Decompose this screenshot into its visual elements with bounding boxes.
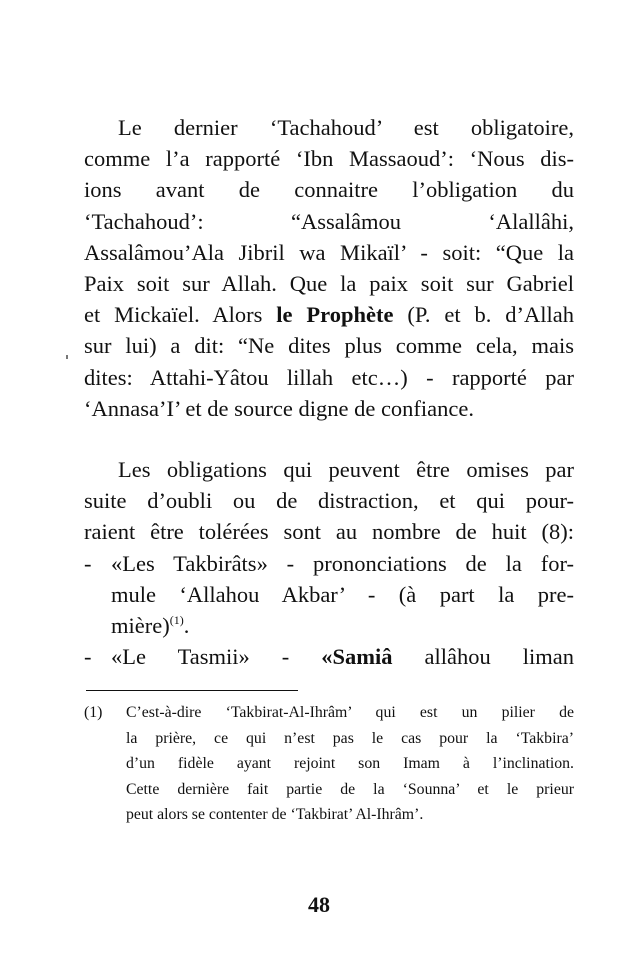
- text-line: ‘Tachahoud’: “Assalâmou ‘Alallâhi,: [84, 208, 574, 234]
- text-line: [111, 641, 574, 672]
- text-line: «Les Takbirâts» - prononciations de la for-: [111, 550, 574, 576]
- text-fragment: mière): [111, 613, 170, 639]
- page-number: 48: [308, 892, 330, 917]
- footnote: [84, 700, 574, 828]
- text-line: ‘Annasa’I’ et de source digne de confiance.: [84, 395, 475, 421]
- text-fragment: «Le Tasmii» -: [111, 644, 290, 670]
- footnote-line: la prière, ce qui n’est pas le cas pour la ‘Takbira’: [126, 729, 574, 747]
- text-fragment: et Mickaïel. Alors: [84, 302, 263, 328]
- scan-speck: [66, 355, 68, 359]
- list-dash: -: [84, 550, 92, 576]
- text-line: Les obligations qui peuvent être omises par: [118, 457, 574, 483]
- text-line: Paix soit sur Allah. Que la paix soit sur Gabriel: [84, 271, 574, 297]
- footnote-body: [84, 700, 574, 828]
- footnote-divider: [86, 690, 298, 691]
- text-line: comme l’a rapporté ‘Ibn Massaoud’: ‘Nous dis-: [84, 146, 574, 172]
- footnote-mark: (1): [84, 704, 103, 721]
- text-fragment: (P. et b. d’Allah: [407, 302, 575, 328]
- text-line: [111, 610, 574, 641]
- text-line: raient être tolérées sont au nombre de huit (8):: [84, 519, 574, 545]
- text-line: mule ‘Allahou Akbar’ - (à part la pre-: [111, 581, 574, 607]
- paragraph-obligations: [84, 454, 574, 548]
- text-fragment: allâhou liman: [424, 644, 575, 670]
- page-body: [84, 112, 574, 672]
- text-line: sur lui) a dit: “Ne dites plus comme cela, mais: [84, 333, 574, 359]
- text-line: Le dernier ‘Tachahoud’ est obligatoire,: [118, 115, 574, 140]
- footnote-line: d’un fidèle ayant rejoint son Imam à l’inclination.: [126, 755, 574, 772]
- footnote-line: C’est-à-dire ‘Takbirat-Al-Ihrâm’ qui est un pilier de: [126, 704, 574, 721]
- text-line: ions avant de connaitre l’obligation du: [84, 177, 574, 203]
- footnote-line: Cette dernière fait partie de la ‘Sounna’ et le prieur: [126, 780, 574, 798]
- paragraph-tachahoud: [84, 112, 574, 424]
- list-item-takbirats: [84, 548, 574, 642]
- bold-prophete: le Prophète: [276, 302, 394, 328]
- list-dash: -: [84, 644, 92, 670]
- footnote-line: peut alors se contenter de ‘Takbirat’ Al-Ihrâm’.: [126, 806, 424, 823]
- bold-samia: «Samiâ: [321, 644, 393, 670]
- list-item-tasmii: [84, 641, 574, 672]
- footnote-ref: (1): [169, 613, 184, 628]
- text-line: dites: Attahi-Yâtou lillah etc…) - rapporté par: [84, 364, 574, 390]
- text-line-prophete: [84, 299, 574, 330]
- text-line: Assalâmou’Ala Jibril wa Mikaïl’ - soit: “Que la: [84, 239, 574, 265]
- text-line: suite d’oubli ou de distraction, et qui pour-: [84, 488, 574, 514]
- text-fragment: .: [183, 613, 190, 639]
